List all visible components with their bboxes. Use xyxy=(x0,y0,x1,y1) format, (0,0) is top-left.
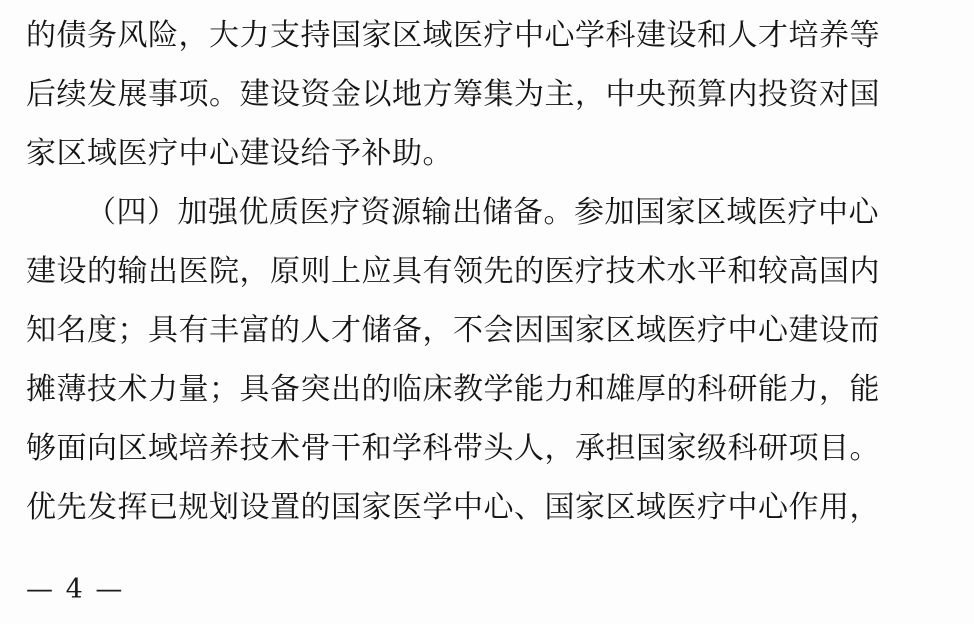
document-body xyxy=(26,6,948,537)
paragraph-section-four xyxy=(26,183,948,537)
text-line: 家区域医疗中心建设给予补助。 xyxy=(26,136,453,171)
text-line: 知名度；具有丰富的人才储备，不会因国家区域医疗中心建设而 xyxy=(26,313,880,348)
text-line-heading: （四）加强优质医疗资源输出储备。参加国家区域医疗中心 xyxy=(86,195,879,230)
text-line: 够面向区域培养技术骨干和学科带头人，承担国家级科研项目。 xyxy=(26,431,880,466)
page-number: — 4 — xyxy=(26,574,125,605)
text-line: 建设的输出医院，原则上应具有领先的医疗技术水平和较高国内 xyxy=(26,254,880,289)
text-line: 的债务风险，大力支持国家区域医疗中心学科建设和人才培养等 xyxy=(26,18,880,53)
text-line: 摊薄技术力量；具备突出的临床教学能力和雄厚的科研能力，能 xyxy=(26,372,880,407)
text-line: 优先发挥已规划设置的国家医学中心、国家区域医疗中心作用， xyxy=(26,490,880,525)
paragraph-continued xyxy=(26,6,948,183)
text-line: 后续发展事项。建设资金以地方筹集为主，中央预算内投资对国 xyxy=(26,77,880,112)
